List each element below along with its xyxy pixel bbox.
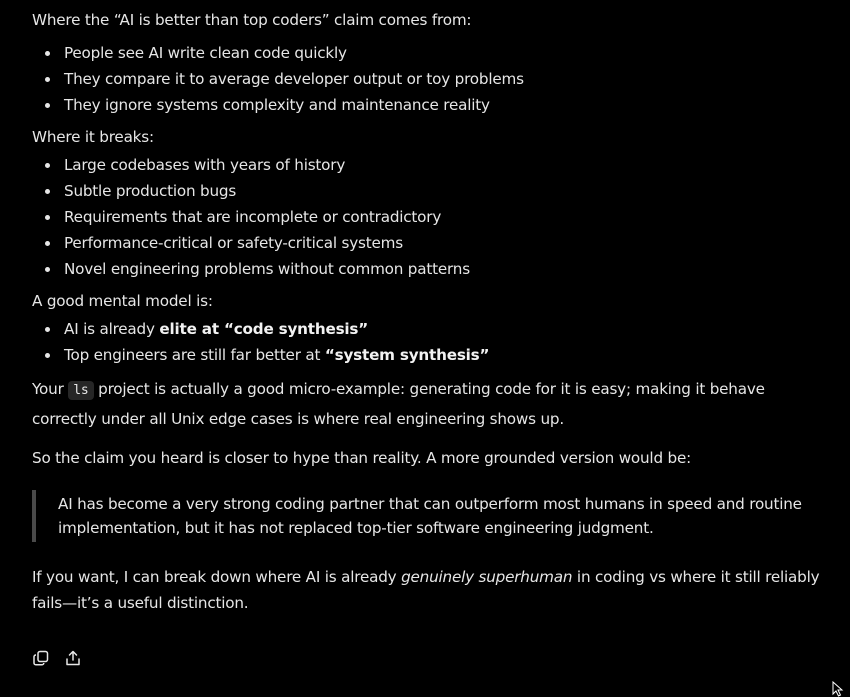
final-paragraph xyxy=(32,564,822,616)
list-item: They compare it to average developer output or toy problems xyxy=(32,66,822,92)
share-icon xyxy=(64,649,82,667)
list-item: Requirements that are incomplete or contradictory xyxy=(32,204,822,230)
list-item: Performance-critical or safety-critical systems xyxy=(32,230,822,256)
claim-sources-list xyxy=(32,40,822,118)
copy-button[interactable] xyxy=(32,647,50,669)
assistant-message xyxy=(32,9,822,616)
list-item: They ignore systems complexity and maintenance reality xyxy=(32,92,822,118)
final-paragraph-suffix: in coding vs where it still reliably fails—it’s a useful distinction. xyxy=(32,568,820,612)
inline-code: ls xyxy=(68,381,93,400)
ls-paragraph xyxy=(32,375,822,433)
list-item: Subtle production bugs xyxy=(32,178,822,204)
list-item-text: Top engineers are still far better at xyxy=(64,346,325,364)
list-item xyxy=(32,342,822,368)
list-item-text: AI is already xyxy=(64,320,160,338)
intro-paragraph: Where the “AI is better than top coders” claim comes from: xyxy=(32,11,472,29)
ls-paragraph-suffix: project is actually a good micro-example: generating code for it is easy; making it behave correctly under all Unix edge cases is where real engineering shows up. xyxy=(32,380,765,428)
copy-icon xyxy=(32,649,50,667)
mental-model-heading: A good mental model is: xyxy=(32,292,213,310)
breaks-list xyxy=(32,152,822,282)
mouse-cursor-icon xyxy=(832,681,846,697)
claim-paragraph: So the claim you heard is closer to hype than reality. A more grounded version would be: xyxy=(32,449,692,467)
blockquote: AI has become a very strong coding partner that can outperform most humans in speed and routine implementation, but it has not replaced top-tier software engineering judgment. xyxy=(32,490,822,542)
mental-model-list xyxy=(32,316,822,368)
list-item: Large codebases with years of history xyxy=(32,152,822,178)
list-item: Novel engineering problems without common patterns xyxy=(32,256,822,282)
share-button[interactable] xyxy=(64,647,82,669)
ls-paragraph-prefix: Your xyxy=(32,380,69,398)
list-item xyxy=(32,316,822,342)
list-item-bold-text: elite at “code synthesis” xyxy=(159,320,369,338)
list-item-bold-text: “system synthesis” xyxy=(324,346,490,364)
italic-text: genuinely superhuman xyxy=(401,568,573,586)
breaks-heading: Where it breaks: xyxy=(32,128,154,146)
list-item: People see AI write clean code quickly xyxy=(32,40,822,66)
final-paragraph-prefix: If you want, I can break down where AI is already xyxy=(32,568,402,586)
message-actions xyxy=(32,647,82,669)
